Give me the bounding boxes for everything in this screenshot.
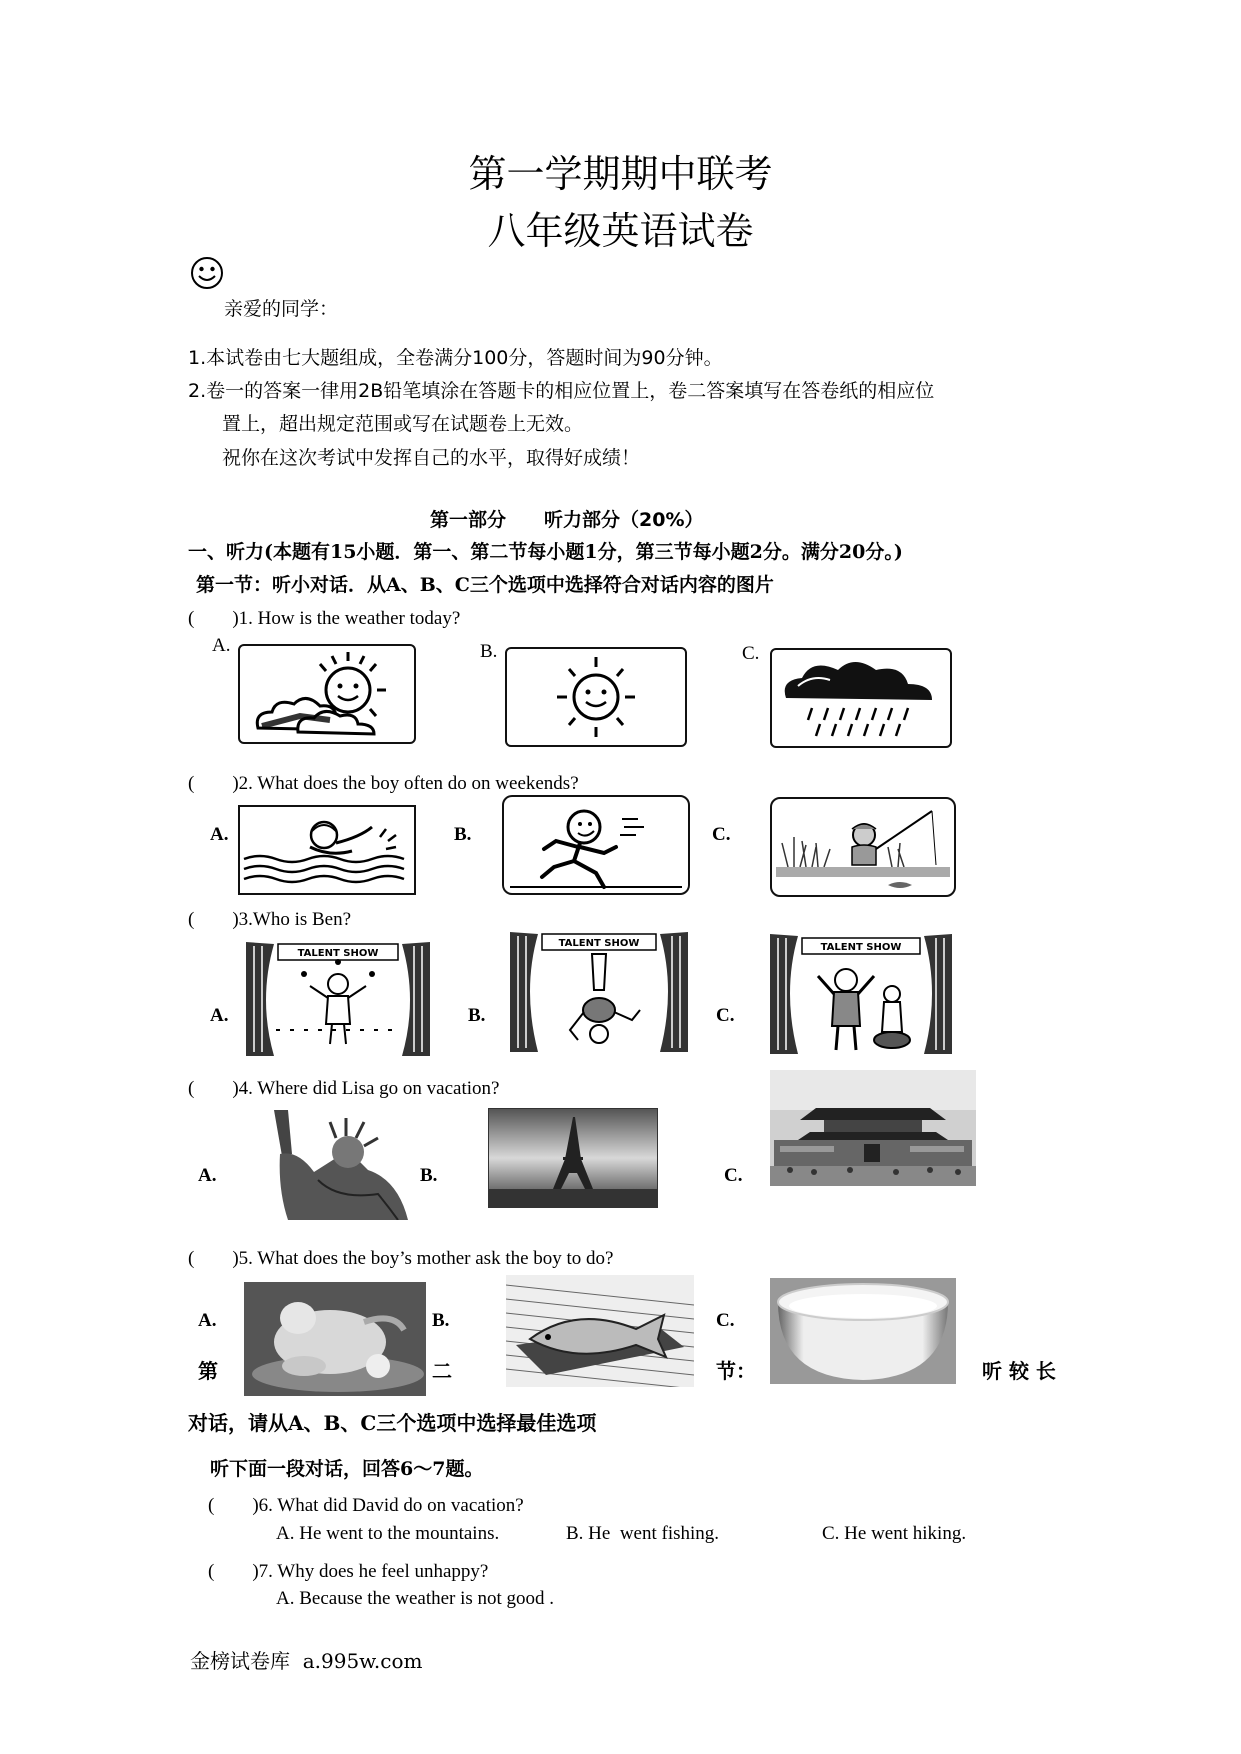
q6-option-c[interactable]: C. He went hiking. (822, 1523, 967, 1544)
q3-option-b-acrobat-image[interactable] (508, 930, 690, 1054)
q3-c-sign-text: TALENT SHOW (820, 942, 902, 953)
q2-option-a-swimming-image[interactable] (238, 805, 416, 895)
question-6: ( )6. What did David do on vacation? (208, 1495, 524, 1516)
q4-option-a-label: A. (198, 1165, 217, 1186)
q4-option-b-label: B. (420, 1165, 438, 1186)
question-4: ( )4. Where did Lisa go on vacation? (188, 1078, 500, 1099)
q3-a-sign-text: TALENT SHOW (297, 948, 379, 959)
q4-option-a-statue-of-liberty-image[interactable] (258, 1110, 416, 1220)
q6-option-a[interactable]: A. He went to the mountains. (276, 1523, 500, 1544)
sub2-title-part-3: 节： (716, 1359, 756, 1383)
q1-option-b-label: B. (480, 641, 498, 662)
smiley-icon (190, 256, 224, 290)
q3-option-c-dog-trainer-image[interactable] (768, 932, 954, 1056)
note-wish: 祝你在这次考试中发挥自己的水平，取得好成绩！ (222, 447, 641, 469)
q3-option-a-juggler-image[interactable] (244, 940, 432, 1058)
q5-option-b-label: B. (432, 1310, 450, 1331)
note-item-2: 2.卷一的答案一律用2B铅笔填涂在答题卡的相应位置上，卷二答案填写在答卷纸的相应位 (188, 380, 935, 402)
greeting: 亲爱的同学： (224, 298, 339, 320)
q5-option-a-label: A. (198, 1310, 217, 1331)
question-7: ( )7. Why does he feel unhappy? (208, 1561, 489, 1582)
q1-option-c-rain-image[interactable] (770, 648, 952, 748)
q4-option-c-label: C. (724, 1165, 743, 1186)
sub2-instruction: 听下面一段对话，回答6～7题。 (210, 1458, 484, 1480)
sub2-title-part-1: 第 (198, 1359, 218, 1383)
q5-option-c-milk-bowl-image[interactable] (770, 1278, 956, 1384)
question-2: ( )2. What does the boy often do on weekends? (188, 773, 579, 794)
q1-option-a-sun-cloud-image[interactable] (238, 644, 416, 744)
section-1-title: 一、听力(本题有15小题．第一、第二节每小题1分，第三节每小题2分。满分20分。) (188, 541, 903, 563)
q7-option-a[interactable]: A. Because the weather is not good . (276, 1588, 555, 1609)
footer-source: 金榜试卷库 a.995w.com (190, 1649, 423, 1673)
sub2-title-line-2: 对话，请从A、B、C三个选项中选择最佳选项 (188, 1411, 597, 1435)
q2-option-c-label: C. (712, 824, 731, 845)
sub2-title-part-4: 听 较 长 (982, 1359, 1056, 1383)
q3-option-a-label: A. (210, 1005, 229, 1026)
q1-option-c-label: C. (742, 643, 760, 664)
question-1: ( )1. How is the weather today? (188, 608, 461, 629)
q2-option-b-running-image[interactable] (502, 795, 690, 895)
exam-title-line2: 八年级英语试卷 (487, 209, 754, 253)
q3-b-sign-text: TALENT SHOW (558, 938, 640, 949)
q2-option-c-fishing-image[interactable] (770, 797, 956, 897)
question-3: ( )3.Who is Ben? (188, 909, 352, 930)
exam-title-line1: 第一学期期中联考 (468, 152, 773, 196)
q6-option-b[interactable]: B. He went fishing. (566, 1523, 720, 1544)
q4-option-c-tiananmen-image[interactable] (770, 1070, 976, 1186)
q1-option-a-label: A. (212, 635, 231, 656)
note-item-1: 1.本试卷由七大题组成，全卷满分100分，答题时间为90分钟。 (188, 347, 723, 369)
q3-option-b-label: B. (468, 1005, 486, 1026)
q5-option-b-fish-image[interactable] (506, 1275, 694, 1387)
q1-option-b-sunny-image[interactable] (505, 647, 687, 747)
q3-option-c-label: C. (716, 1005, 735, 1026)
q4-option-b-eiffel-tower-image[interactable] (488, 1108, 658, 1208)
q5-option-c-label: C. (716, 1310, 735, 1331)
question-5: ( )5. What does the boy’s mother ask the boy to do? (188, 1248, 614, 1269)
q5-option-a-chicken-image[interactable] (244, 1282, 426, 1396)
q2-option-b-label: B. (454, 824, 472, 845)
note-item-2-cont: 置上，超出规定范围或写在试题卷上无效。 (222, 413, 584, 435)
q2-option-a-label: A. (210, 824, 229, 845)
part1-heading: 第一部分 听力部分（20%） (430, 509, 704, 531)
sub2-title-part-2: 二 (432, 1359, 452, 1383)
subsection-1-title: 第一节：听小对话．从A、B、C三个选项中选择符合对话内容的图片 (196, 574, 774, 596)
